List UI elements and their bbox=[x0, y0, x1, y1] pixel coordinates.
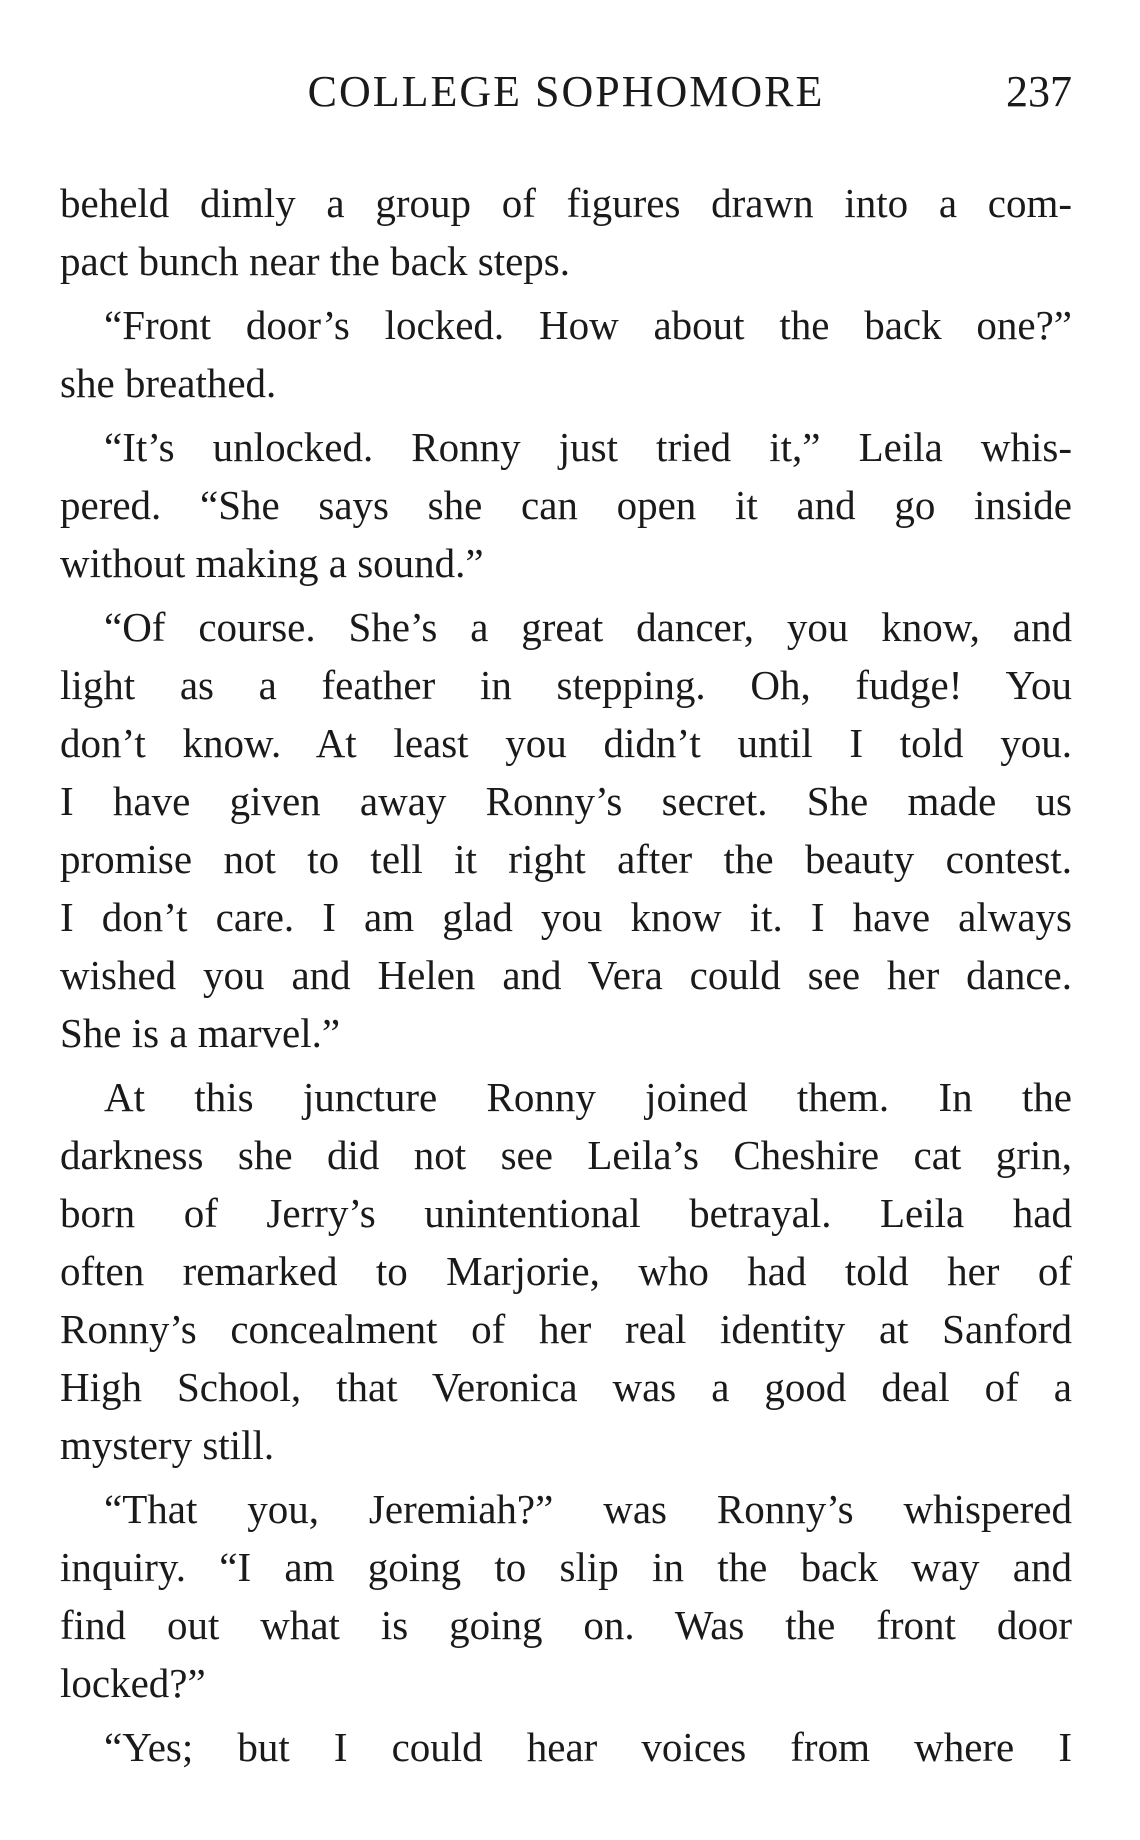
text-line: light as a feather in stepping. Oh, fudge! You bbox=[60, 662, 1072, 708]
text-line: pact bunch near the back steps. bbox=[60, 238, 571, 284]
text-line: “That you, Jeremiah?” was Ronny’s whispered bbox=[104, 1486, 1072, 1532]
text-line: She is a marvel.” bbox=[60, 1010, 341, 1056]
text-line: At this juncture Ronny joined them. In the bbox=[104, 1074, 1072, 1120]
text-line: “Of course. She’s a great dancer, you know, and bbox=[104, 604, 1072, 650]
paragraph bbox=[60, 296, 1072, 412]
paragraph bbox=[60, 1718, 1072, 1776]
text-line: locked?” bbox=[60, 1660, 206, 1706]
book-page bbox=[60, 62, 1072, 1782]
paragraph bbox=[60, 1068, 1072, 1474]
text-line: mystery still. bbox=[60, 1422, 275, 1468]
text-line: pered. “She says she can open it and go inside bbox=[60, 482, 1072, 528]
text-line: she breathed. bbox=[60, 360, 277, 406]
paragraph bbox=[60, 1480, 1072, 1712]
text-line: I have given away Ronny’s secret. She made us bbox=[60, 778, 1072, 824]
text-line: without making a sound.” bbox=[60, 540, 484, 586]
text-line: often remarked to Marjorie, who had told her of bbox=[60, 1248, 1072, 1294]
text-line: “Yes; but I could hear voices from where I bbox=[104, 1724, 1072, 1770]
text-line: darkness she did not see Leila’s Cheshire cat grin, bbox=[60, 1132, 1072, 1178]
text-line: “It’s unlocked. Ronny just tried it,” Leila whis- bbox=[104, 424, 1072, 470]
paragraph bbox=[60, 174, 1072, 290]
text-line: don’t know. At least you didn’t until I told you. bbox=[60, 720, 1072, 766]
paragraph bbox=[60, 418, 1072, 592]
text-line: High School, that Veronica was a good deal of a bbox=[60, 1364, 1072, 1410]
text-line: beheld dimly a group of figures drawn into a com- bbox=[60, 180, 1072, 226]
text-line: find out what is going on. Was the front door bbox=[60, 1602, 1072, 1648]
text-line: “Front door’s locked. How about the back one?” bbox=[104, 302, 1072, 348]
body-text bbox=[60, 174, 1072, 1776]
text-line: Ronny’s concealment of her real identity at Sanford bbox=[60, 1306, 1072, 1352]
text-line: born of Jerry’s unintentional betrayal. Leila had bbox=[60, 1190, 1072, 1236]
running-head bbox=[60, 62, 1072, 122]
text-line: wished you and Helen and Vera could see her dance. bbox=[60, 952, 1072, 998]
text-line: inquiry. “I am going to slip in the back way and bbox=[60, 1544, 1072, 1590]
paragraph bbox=[60, 598, 1072, 1062]
page-number: 237 bbox=[1006, 67, 1072, 116]
text-line: promise not to tell it right after the beauty contest. bbox=[60, 836, 1072, 882]
text-line: I don’t care. I am glad you know it. I have always bbox=[60, 894, 1072, 940]
running-title: COLLEGE SOPHOMORE bbox=[307, 67, 825, 116]
